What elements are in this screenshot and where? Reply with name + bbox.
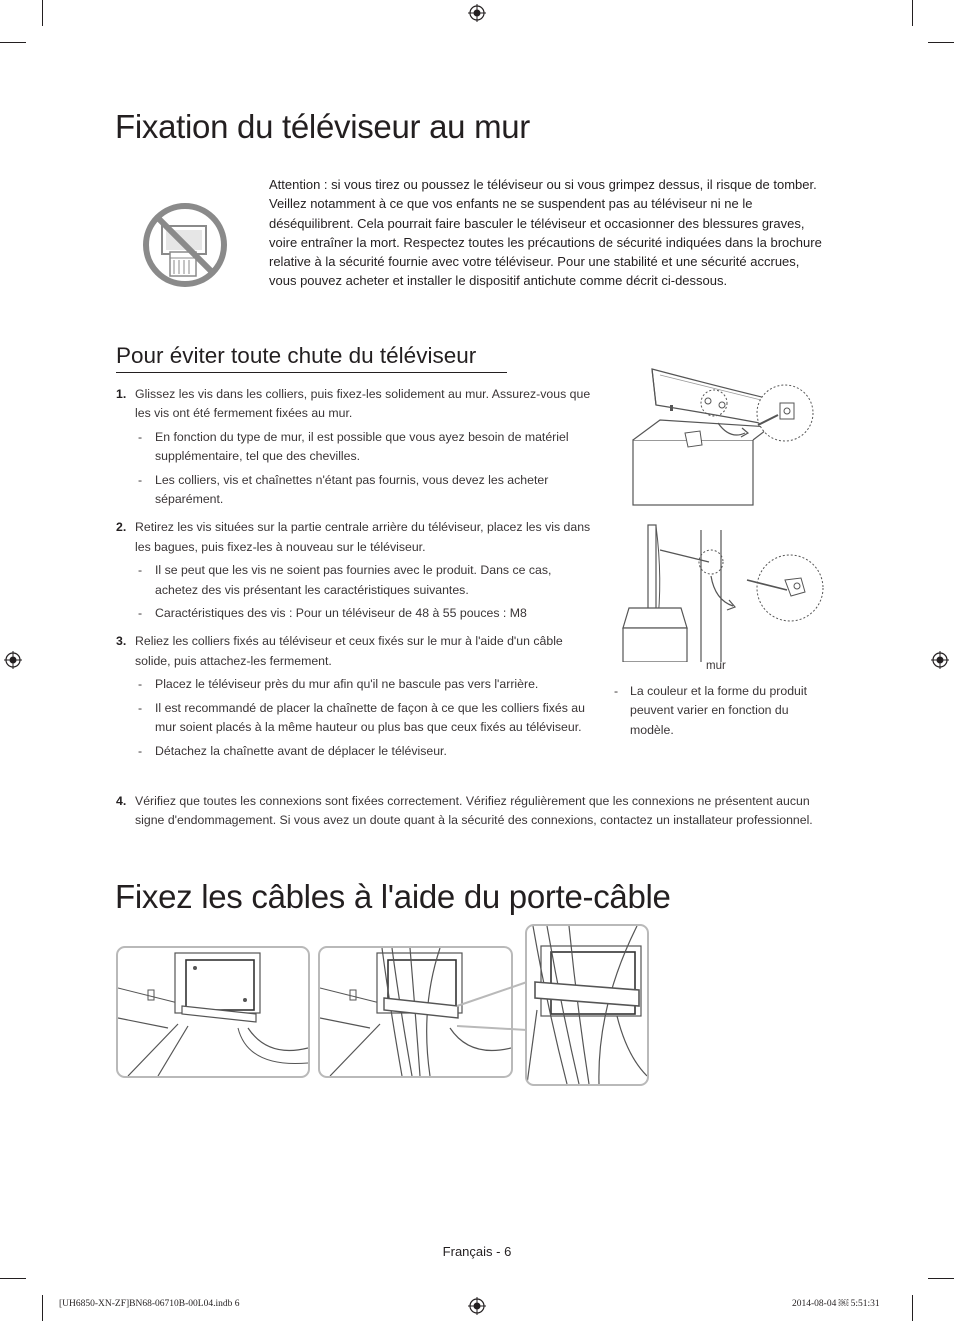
subnote-text: Il est recommandé de placer la chaînette de façon à ce que les colliers fixés au mur soient placés à la même hauteur ou plus bas que ceux fixés au téléviseur.	[155, 700, 585, 735]
zoom-connector-lines	[455, 926, 530, 1036]
dash-bullet: -	[614, 684, 619, 698]
crop-mark	[42, 0, 43, 26]
crop-mark	[0, 42, 26, 43]
dash-bullet: -	[138, 700, 143, 715]
step-item	[116, 792, 816, 831]
dash-bullet: -	[138, 472, 143, 487]
no-climbing-icon	[142, 202, 228, 288]
step-item	[116, 518, 596, 623]
step-subnote	[116, 675, 596, 694]
step-subnote	[116, 699, 596, 738]
cable-step-panel-zoom	[525, 924, 649, 1086]
crop-mark	[928, 42, 954, 43]
subnote-text: Il se peut que les vis ne soient pas fournies avec le produit. Dans ce cas, achetez des vis présentant les caractéristiques suivantes.	[155, 563, 552, 597]
step-text: Reliez les colliers fixés au téléviseur et ceux fixés sur le mur à l'aide d'un câble solide, puis attachez-les fermement.	[135, 634, 563, 668]
step-text: Vérifiez que toutes les connexions sont fixées correctement. Vérifiez régulièrement que les connexions ne présentent aucun signe d'endommagement. Si vous avez un doute quant à la sécurité des connexions, contactez un installateur professionnel.	[135, 794, 813, 828]
registration-mark-icon	[4, 651, 22, 669]
warning-text: Attention : si vous tirez ou poussez le téléviseur ou si vous grimpez dessus, il risque de tomber. Veillez notamment à ce que vos enfants ne se suspendent pas au téléviseur ni ne le déséquilibrent. Cela pourrait faire basculer le téléviseur et occasionner des blessures graves, voire entraîner la mort. Respectez toutes les précautions de sécurité indiquées dans la brochure relative à la sécurité fournie avec votre téléviseur. Pour une stabilité et une sécurité accrues, vous pouvez acheter et installer le dispositif antichute comme décrit ci-dessous.	[269, 177, 822, 289]
step-number: 4.	[116, 794, 127, 808]
subnote-text: En fonction du type de mur, il est possible que vous ayez besoin de matériel supplémentaire, tel que des chevilles.	[155, 429, 569, 464]
step-text: Retirez les vis situées sur la partie centrale arrière du téléviseur, placez les vis dans les bagues, puis fixez-les à nouveau sur le téléviseur.	[135, 520, 591, 554]
step-item	[116, 385, 596, 509]
step-subnote	[116, 428, 596, 467]
subnote-text: Les colliers, vis et chaînettes n'étant pas fournis, vous devez les acheter séparément.	[155, 472, 549, 507]
dash-bullet: -	[138, 677, 143, 692]
tv-wall-cable-illustration	[615, 520, 830, 662]
step-text: Glissez les vis dans les colliers, puis fixez-les solidement au mur. Assurez-vous que les vis ont été fermement fixées au mur.	[135, 387, 591, 421]
step-subnote	[116, 471, 596, 510]
registration-mark-icon	[468, 4, 486, 22]
step-subnote	[116, 742, 596, 761]
step-subnote	[116, 604, 596, 623]
crop-mark	[928, 1278, 954, 1279]
page-title: Fixation du téléviseur au mur	[115, 108, 530, 145]
page-footer: Français - 6	[442, 1244, 512, 1259]
registration-mark-icon	[931, 651, 949, 669]
section-title-rule	[116, 372, 507, 373]
dash-bullet: -	[138, 743, 143, 758]
dash-bullet: -	[138, 429, 143, 444]
steps-list	[116, 385, 596, 770]
step-number: 2.	[116, 520, 127, 535]
step-item	[116, 632, 596, 760]
step-subnote	[116, 561, 596, 600]
note-text: La couleur et la forme du produit peuvent varier en fonction du modèle.	[630, 684, 808, 737]
subnote-text: Détachez la chaînette avant de déplacer le téléviseur.	[155, 743, 447, 758]
product-variation-note	[612, 682, 832, 740]
wall-label: mur	[706, 660, 726, 672]
cable-section-title: Fixez les câbles à l'aide du porte-câble	[115, 878, 671, 915]
step-number: 1.	[116, 387, 127, 401]
print-slug-left: [UH6850-XN-ZF]BN68-06710B-00L04.indb 6	[59, 1299, 240, 1309]
registration-mark-icon	[468, 1297, 486, 1315]
tv-rear-bracket-illustration	[630, 365, 830, 510]
crop-mark	[912, 1295, 913, 1321]
subnote-text: Caractéristiques des vis : Pour un téléviseur de 48 à 55 pouces : M8	[155, 606, 527, 621]
section-title: Pour éviter toute chute du téléviseur	[116, 343, 477, 368]
dash-bullet: -	[138, 563, 143, 578]
step-number: 3.	[116, 634, 127, 649]
crop-mark	[42, 1295, 43, 1321]
subnote-text: Placez le téléviseur près du mur afin qu'il ne bascule pas vers l'arrière.	[155, 677, 539, 692]
print-slug-right: 2014-08-04 ￼ 5:51:31	[792, 1299, 880, 1309]
crop-mark	[912, 0, 913, 26]
dash-bullet: -	[138, 606, 143, 621]
crop-mark	[0, 1278, 26, 1279]
cable-step-panel-1	[116, 946, 310, 1078]
